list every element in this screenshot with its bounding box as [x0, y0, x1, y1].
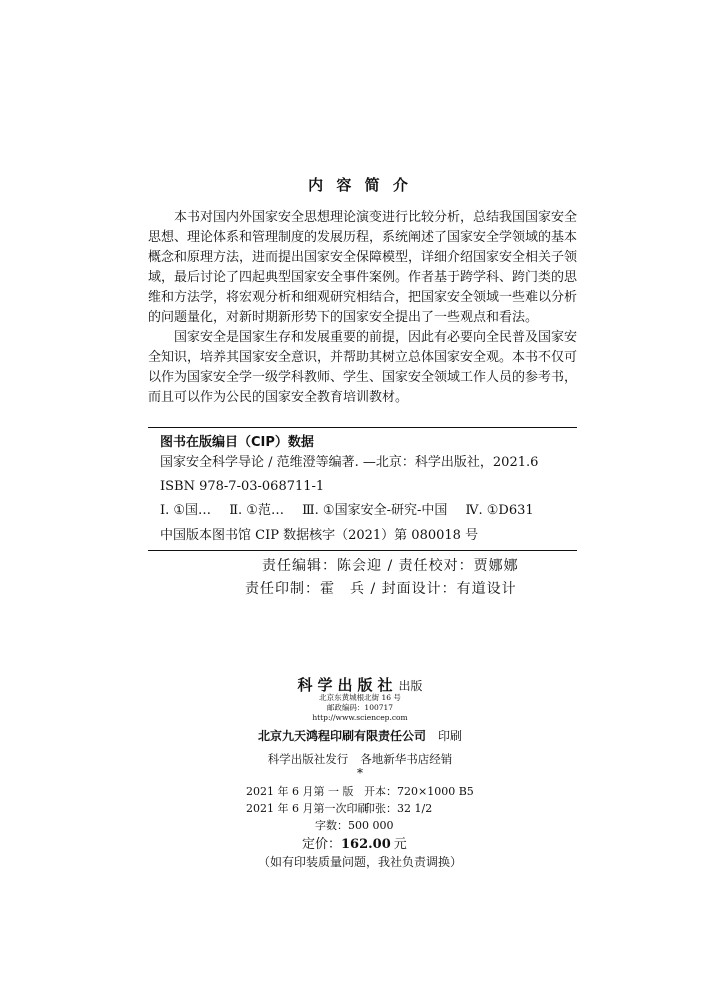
summary-line: 本书对国内外国家安全思想理论演变进行比较分析，总结我国国家安全 [174, 210, 578, 225]
summary-line: 思想、理论体系和管理制度的发展历程，系统阐述了国家安全学领域的基本 [148, 230, 578, 245]
summary-text [148, 208, 577, 408]
separator-star: * [357, 766, 363, 780]
distribution-row [0, 753, 720, 766]
cip-isbn: ISBN 978-7-03-068711-1 [160, 479, 325, 494]
summary-line: 以作为国家安全学一级学科教师、学生、国家安全领域工作人员的参考书， [148, 370, 578, 385]
price-label: 定价： [302, 837, 342, 852]
book-format: 开本：720×1000 B5 [364, 785, 474, 798]
summary-line: 域，最后讨论了四起典型国家安全事件案例。作者基于跨学科、跨门类的思 [148, 270, 578, 285]
printing-date: 2021 年 6 月第一次印刷 [246, 802, 369, 815]
printed-sheets: 印张：32 1/2 [364, 802, 433, 815]
summary-line: 国家安全是国家生存和发展重要的前提，因此有必要向全民普及国家安 [174, 330, 578, 345]
summary-paragraph [148, 208, 577, 328]
quality-notice: （如有印装质量问题，我社负责调换） [257, 855, 462, 869]
cip-title-line: 国家安全科学导论 / 范维澄等编著. —北京：科学出版社，2021.6 [160, 455, 539, 470]
retailer: 各地新华书店经销 [360, 752, 453, 766]
summary-line: 的问题量化，对新时期新形势下的国家安全提出了一些观点和看法。 [148, 310, 539, 325]
printing-row [246, 802, 432, 815]
printer-role: 印刷 [438, 729, 463, 743]
summary-line: 而且可以作为公民的国家安全教育培训教材。 [148, 390, 409, 405]
summary-line: 概念和原理方法，进而提出国家安全保障模型，详细介绍国家安全相关子领 [148, 250, 578, 265]
summary-line: 维和方法学，将宏观分析和细观研究相结合，把国家安全领域一些难以分析 [148, 290, 578, 305]
price-row [302, 837, 407, 852]
classification-item: Ⅱ. ①范… [229, 503, 284, 518]
distributor: 科学出版社发行 [267, 752, 349, 766]
publisher-url: http://www.sciencep.com [312, 713, 408, 722]
word-count: 字数：500 000 [315, 819, 394, 832]
edition-date: 2021 年 6 月第 一 版 [246, 785, 354, 798]
summary-paragraph [148, 328, 577, 408]
editor-credits: 责任编辑：陈会迎 / 责任校对：贾娜娜 [262, 558, 519, 574]
printer-name: 北京九天鸿程印刷有限责任公司 [257, 729, 426, 743]
price-value: 162.00 [341, 837, 391, 852]
edition-row [246, 785, 474, 798]
summary-line: 全知识，培养其国家安全意识，并帮助其树立总体国家安全观。本书不仅可 [148, 350, 578, 365]
cip-top-rule [148, 427, 577, 428]
cip-classification [160, 503, 548, 519]
cip-number: 中国版本图书馆 CIP 数据核字（2021）第 080018 号 [160, 528, 479, 543]
classification-item: Ⅳ. ①D631 [465, 503, 534, 518]
price-unit: 元 [393, 837, 407, 852]
publisher-address: 北京东黄城根北街 16 号 [319, 693, 401, 702]
publisher-postcode: 邮政编码：100717 [326, 703, 394, 712]
summary-title: 内 容 简 介 [308, 176, 412, 194]
classification-item: Ⅰ. ①国… [160, 503, 212, 518]
cip-bottom-rule [148, 550, 577, 551]
publisher-name: 科学出版社 [297, 676, 398, 694]
printer-row [0, 728, 720, 743]
publisher-role: 出版 [398, 679, 423, 693]
cip-heading: 图书在版编目（CIP）数据 [160, 435, 314, 450]
production-credits: 责任印制：霍 兵 / 封面设计：有道设计 [245, 581, 517, 597]
classification-item: Ⅲ. ①国家安全-研究-中国 [302, 503, 448, 518]
